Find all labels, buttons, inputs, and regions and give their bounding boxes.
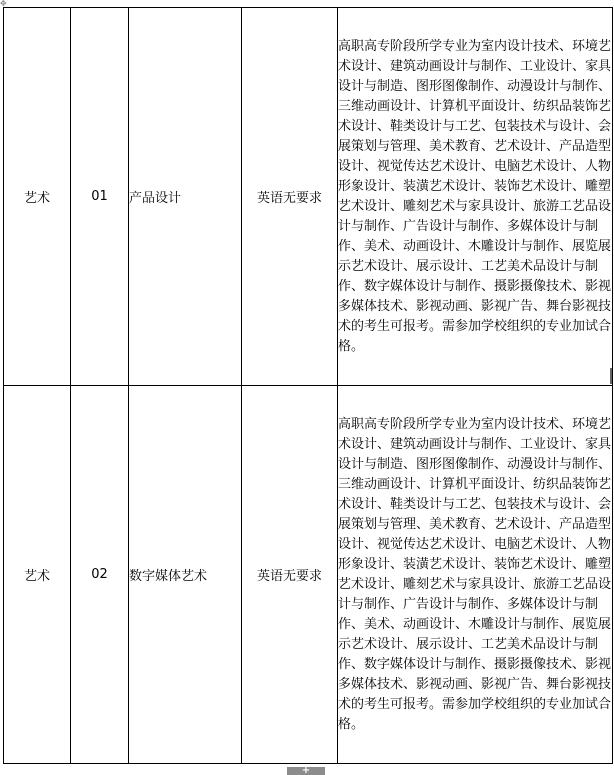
table-row xyxy=(4,386,613,764)
resize-handle[interactable] xyxy=(610,368,612,384)
requirement-cell: 高职高专阶段所学专业为室内设计技术、环境艺术设计、建筑动画设计与制作、工业设计、家具设计与制造、图形图像制作、动漫设计与制作、三维动画设计、计算机平面设计、纺织品装饰艺术设计、鞋类设计与工艺、包装技术与设计、会展策划与管理、美术教育、艺术设计、产品造型设计、视觉传达艺术设计、电脑艺术设计、人物形象设计、装潢艺术设计、装饰艺术设计、雕塑艺术设计、雕刻艺术与家具设计、旅游工艺品设计与制作、广告设计与制作、多媒体设计与制作、美术、动画设计、木雕设计与制作、展览展示艺术设计、展示设计、工艺美术品设计与制作、数字媒体设计与制作、摄影摄像技术、影视多媒体技术、影视动画、影视广告、舞台影视技术的考生可报考。需参加学校组织的专业加试合格。 xyxy=(338,386,613,764)
code-cell: 02 xyxy=(71,386,129,764)
major-cell: 产品设计 xyxy=(129,8,242,386)
category-cell: 艺术 xyxy=(4,8,71,386)
table-move-handle-icon[interactable]: ✥ xyxy=(0,0,7,8)
code-cell: 01 xyxy=(71,8,129,386)
admissions-table xyxy=(3,7,613,764)
add-row-button[interactable]: + xyxy=(287,767,325,775)
requirement-cell: 高职高专阶段所学专业为室内设计技术、环境艺术设计、建筑动画设计与制作、工业设计、家具设计与制造、图形图像制作、动漫设计与制作、三维动画设计、计算机平面设计、纺织品装饰艺术设计、鞋类设计与工艺、包装技术与设计、会展策划与管理、美术教育、艺术设计、产品造型设计、视觉传达艺术设计、电脑艺术设计、人物形象设计、装潢艺术设计、装饰艺术设计、雕塑艺术设计、雕刻艺术与家具设计、旅游工艺品设计与制作、广告设计与制作、多媒体设计与制作、美术、动画设计、木雕设计与制作、展览展示艺术设计、展示设计、工艺美术品设计与制作、数字媒体设计与制作、摄影摄像技术、影视多媒体技术、影视动画、影视广告、舞台影视技术的考生可报考。需参加学校组织的专业加试合格。 xyxy=(338,8,613,386)
table-row xyxy=(4,8,613,386)
english-requirement-cell: 英语无要求 xyxy=(242,8,338,386)
category-cell: 艺术 xyxy=(4,386,71,764)
english-requirement-cell: 英语无要求 xyxy=(242,386,338,764)
major-cell: 数字媒体艺术 xyxy=(129,386,242,764)
